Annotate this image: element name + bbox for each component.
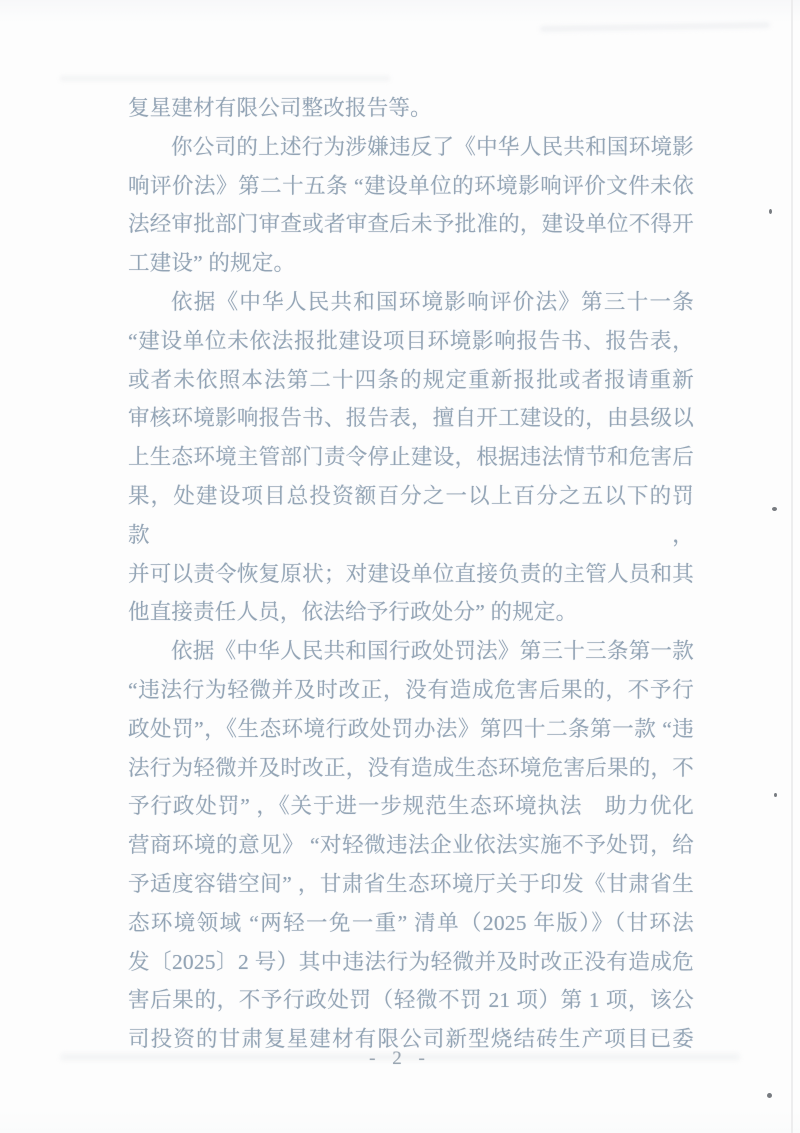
text-line: 依据《中华人民共和国环境影响评价法》第三十一条 [171,289,694,314]
text-line: 或者未依照本法第二十四条的规定重新报批或者报请重新 [128,367,694,392]
scan-smudge [540,22,770,32]
page-edge-shadow [791,0,793,1133]
document-body [128,89,694,1059]
text-line: 果，处建设项目总投资额百分之一以上百分之五以下的罚款， [128,483,694,547]
scan-smudge [60,76,390,81]
text-line: 响评价法》第二十五条 “建设单位的环境影响评价文件未依 [128,173,694,198]
page-number: - 2 - [369,1048,431,1069]
text-line: 政处罚”，《生态环境行政处罚办法》第四十二条第一款 “违 [128,716,694,741]
text-line: 他直接责任人员，依法给予行政处分” 的规定。 [128,600,578,625]
text-line: 害后果的，不予行政处罚（轻微不罚 21 项）第 1 项，该公 [128,988,694,1013]
text-line: 司投资的甘肃复星建材有限公司新型烧结砖生产项目已委 [128,1027,694,1052]
text-line: “违法行为轻微并及时改正，没有造成危害后果的，不予行 [128,677,694,702]
text-line: 依据《中华人民共和国行政处罚法》第三十三条第一款 [171,639,694,664]
text-line: 予适度容错空间” ，甘肃省生态环境厅关于印发《甘肃省生 [128,871,694,896]
text-line: 发〔2025〕2 号）其中违法行为轻微并及时改正没有造成危 [128,949,694,974]
text-line: 营商环境的意见》 “对轻微违法企业依法实施不予处罚，给 [128,833,694,858]
text-line: 法经审批部门审查或者审查后未予批准的，建设单位不得开 [128,212,694,237]
text-line: 工建设” 的规定。 [128,251,296,276]
text-line: 你公司的上述行为涉嫌违反了《中华人民共和国环境影 [171,134,694,159]
text-line: 予行政处罚” ，《关于进一步规范生态环境执法 助力优化 [128,794,694,819]
scan-speck [767,1093,772,1098]
text-line: 并可以责令恢复原状；对建设单位直接负责的主管人员和其 [128,561,694,586]
scan-speck [772,507,777,511]
scan-speck [774,793,777,797]
text-line: 上生态环境主管部门责令停止建设，根据违法情节和危害后 [128,445,694,470]
text-line: 复星建材有限公司整改报告等。 [128,96,432,120]
scan-speck [769,209,772,214]
text-line: 法行为轻微并及时改正，没有造成生态环境危害后果的，不 [128,755,694,780]
text-line: 态环境领域 “两轻一免一重” 清单（2025 年版）》（甘环法 [128,910,694,935]
text-line: “建设单位未依法报批建设项目环境影响报告书、报告表， [128,328,694,353]
text-line: 审核环境影响报告书、报告表，擅自开工建设的，由县级以 [128,406,694,431]
